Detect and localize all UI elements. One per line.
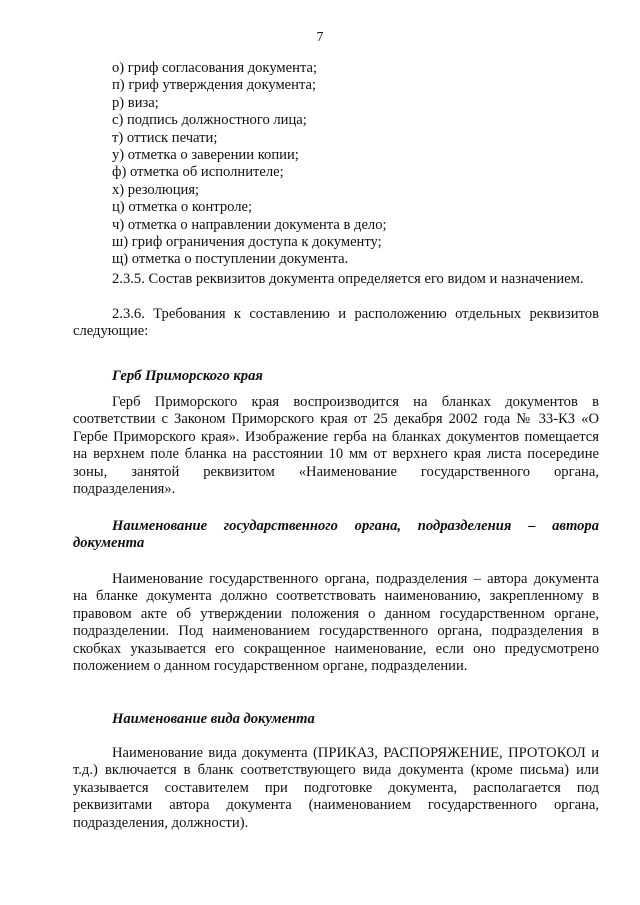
section-heading-document-type: Наименование вида документа	[112, 711, 315, 727]
paragraph-2-3-6: 2.3.6. Требования к составлению и расположению отдельных реквизитов следующие:	[73, 306, 599, 340]
list-item: ф) отметка об исполнителе;	[112, 164, 284, 181]
list-item: т) оттиск печати;	[112, 129, 218, 146]
page-number: 7	[316, 30, 324, 45]
list-item: щ) отметка о поступлении документа.	[112, 251, 349, 268]
list-item: у) отметка о заверении копии;	[112, 147, 299, 164]
list-item: ц) отметка о контроле;	[112, 199, 253, 216]
list-item: ш) гриф ограничения доступа к документу;	[112, 234, 382, 251]
section-body-organ-name: Наименование государственного органа, подразделения – автора документа на бланке документа должно соответствовать наименованию, закрепленному в правовом акте об утверждении положения о данном государственном органе, подразделении. Под наименованием государственного органа, подразделения в скобках указывается его сокращенное наименование, если оно предусмотрено положением о данном государственном органе, подразделении.	[73, 571, 599, 675]
section-heading-coat-of-arms: Герб Приморского края	[112, 368, 263, 384]
list-item: р) виза;	[112, 94, 159, 111]
list-item: п) гриф утверждения документа;	[112, 77, 317, 94]
section-body-document-type: Наименование вида документа (ПРИКАЗ, РАСПОРЯЖЕНИЕ, ПРОТОКОЛ и т.д.) включается в бланк соответствующего вида документа (кроме письма) или указывается составителем при подготовке документа, располагается под реквизитами автора документа (наименованием государственного органа, подразделения, должности).	[73, 745, 599, 831]
requisites-list	[112, 60, 387, 269]
section-heading-organ-name: Наименование государственного органа, подразделения – автора документа	[73, 518, 599, 552]
list-item: х) резолюция;	[112, 181, 200, 198]
list-item: о) гриф согласования документа;	[112, 60, 318, 76]
section-body-coat-of-arms: Герб Приморского края воспроизводится на бланках документов в соответствии с Законом Приморского края от 25 декабря 2002 года № 33-КЗ «О Гербе Приморского края». Изображение герба на бланках документов помещается на верхнем поле бланка на расстоянии 10 мм от верхнего края листа посередине зоны, занятой реквизитом «Наименование государственного органа, подразделения».	[73, 394, 599, 498]
list-item: с) подпись должностного лица;	[112, 112, 307, 129]
paragraph-2-3-5: 2.3.5. Состав реквизитов документа определяется его видом и назначением.	[112, 271, 584, 287]
list-item: ч) отметка о направлении документа в дело;	[112, 216, 387, 233]
